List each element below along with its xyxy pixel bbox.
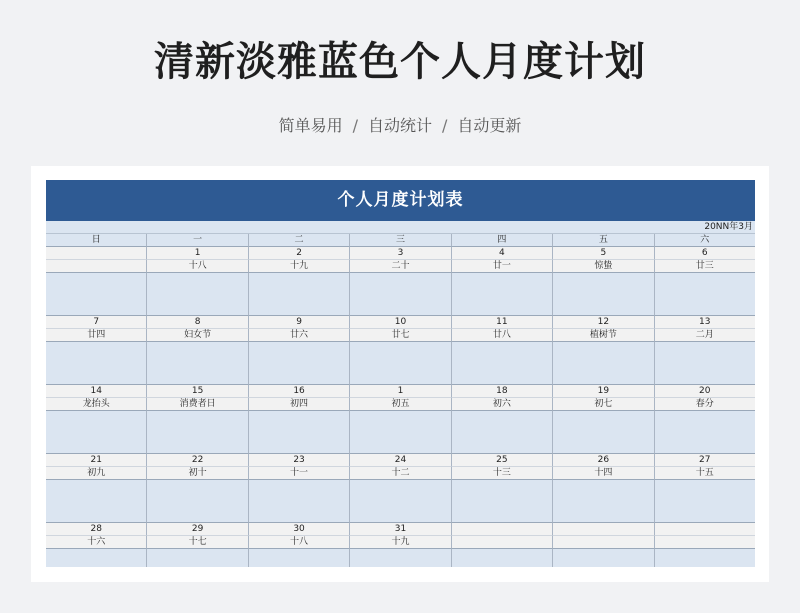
note-cell[interactable]	[46, 273, 147, 316]
note-cell[interactable]	[147, 342, 248, 385]
feature-stats: 自动统计	[367, 116, 432, 135]
lunar-cell[interactable]: 廿一	[452, 260, 553, 273]
note-cell[interactable]	[350, 411, 451, 454]
lunar-cell[interactable]: 初五	[350, 398, 451, 411]
date-cell[interactable]: 20	[655, 385, 755, 398]
feature-update: 自动更新	[457, 116, 522, 135]
date-cell[interactable]: 7	[46, 316, 147, 329]
date-cell[interactable]: 18	[452, 385, 553, 398]
date-cell[interactable]: 16	[249, 385, 350, 398]
lunar-row	[46, 329, 755, 342]
weekday-row	[46, 234, 755, 247]
note-cell[interactable]	[350, 480, 451, 523]
calendar-table	[46, 180, 755, 567]
lunar-row	[46, 536, 755, 549]
feature-easy: 简单易用	[278, 116, 343, 135]
lunar-cell[interactable]: 廿六	[249, 329, 350, 342]
lunar-cell[interactable]	[655, 536, 755, 549]
lunar-cell[interactable]: 十八	[147, 260, 248, 273]
date-cell[interactable]: 13	[655, 316, 755, 329]
subtitle	[0, 113, 800, 136]
note-cell[interactable]	[46, 549, 147, 567]
lunar-cell[interactable]: 十六	[46, 536, 147, 549]
note-row	[46, 480, 755, 523]
lunar-cell[interactable]: 初七	[553, 398, 654, 411]
note-cell[interactable]	[249, 480, 350, 523]
page-title: 清新淡雅蓝色个人月度计划	[154, 39, 646, 85]
note-cell[interactable]	[249, 549, 350, 567]
date-cell[interactable]: 19	[553, 385, 654, 398]
note-cell[interactable]	[350, 273, 451, 316]
lunar-cell[interactable]: 十七	[147, 536, 248, 549]
separator: /	[352, 116, 358, 135]
date-cell[interactable]: 23	[249, 454, 350, 467]
note-cell[interactable]	[147, 549, 248, 567]
note-cell[interactable]	[655, 480, 755, 523]
note-cell[interactable]	[553, 273, 654, 316]
lunar-cell[interactable]	[46, 260, 147, 273]
note-row	[46, 411, 755, 454]
lunar-cell[interactable]: 初十	[147, 467, 248, 480]
note-cell[interactable]	[553, 549, 654, 567]
date-cell[interactable]	[553, 523, 654, 536]
note-cell[interactable]	[350, 549, 451, 567]
lunar-row	[46, 398, 755, 411]
note-cell[interactable]	[147, 273, 248, 316]
lunar-cell[interactable]: 廿三	[655, 260, 755, 273]
lunar-cell[interactable]: 十三	[452, 467, 553, 480]
note-cell[interactable]	[350, 342, 451, 385]
note-cell[interactable]	[655, 411, 755, 454]
lunar-cell[interactable]: 二月	[655, 329, 755, 342]
note-cell[interactable]	[249, 411, 350, 454]
lunar-cell[interactable]: 十五	[655, 467, 755, 480]
lunar-cell[interactable]: 初四	[249, 398, 350, 411]
date-cell[interactable]: 3	[350, 247, 451, 260]
date-cell[interactable]: 6	[655, 247, 755, 260]
lunar-cell[interactable]: 初九	[46, 467, 147, 480]
lunar-cell[interactable]	[553, 536, 654, 549]
date-cell[interactable]: 21	[46, 454, 147, 467]
weekday-cell: 四	[452, 234, 553, 247]
date-cell[interactable]: 29	[147, 523, 248, 536]
lunar-cell[interactable]: 十二	[350, 467, 451, 480]
calendar-header: 个人月度计划表	[46, 180, 755, 221]
date-cell[interactable]: 14	[46, 385, 147, 398]
lunar-row	[46, 467, 755, 480]
date-cell[interactable]: 12	[553, 316, 654, 329]
weekday-cell: 六	[655, 234, 755, 247]
lunar-cell[interactable]: 惊蛰	[553, 260, 654, 273]
date-cell[interactable]: 22	[147, 454, 248, 467]
note-row	[46, 549, 755, 567]
weekday-cell: 日	[46, 234, 147, 247]
lunar-cell[interactable]: 植树节	[553, 329, 654, 342]
date-row	[46, 523, 755, 536]
month-label: 20NN年3月	[46, 221, 755, 234]
note-row	[46, 273, 755, 316]
date-cell[interactable]: 24	[350, 454, 451, 467]
note-cell[interactable]	[452, 411, 553, 454]
note-cell[interactable]	[553, 342, 654, 385]
note-cell[interactable]	[249, 273, 350, 316]
date-cell[interactable]: 1	[350, 385, 451, 398]
date-cell[interactable]: 4	[452, 247, 553, 260]
date-cell[interactable]	[452, 523, 553, 536]
note-row	[46, 342, 755, 385]
date-cell[interactable]: 11	[452, 316, 553, 329]
date-cell[interactable]: 2	[249, 247, 350, 260]
note-cell[interactable]	[46, 342, 147, 385]
note-cell[interactable]	[249, 342, 350, 385]
date-cell[interactable]	[655, 523, 755, 536]
date-cell[interactable]: 30	[249, 523, 350, 536]
date-row	[46, 316, 755, 329]
lunar-cell[interactable]: 十九	[249, 260, 350, 273]
weekday-cell: 三	[350, 234, 451, 247]
note-cell[interactable]	[46, 411, 147, 454]
date-row	[46, 454, 755, 467]
lunar-cell[interactable]: 初六	[452, 398, 553, 411]
note-cell[interactable]	[553, 411, 654, 454]
note-cell[interactable]	[452, 273, 553, 316]
date-cell[interactable]: 8	[147, 316, 248, 329]
note-cell[interactable]	[452, 549, 553, 567]
date-row	[46, 247, 755, 260]
date-row	[46, 385, 755, 398]
lunar-cell[interactable]: 十八	[249, 536, 350, 549]
date-cell[interactable]: 15	[147, 385, 248, 398]
spreadsheet-preview	[31, 166, 769, 582]
note-cell[interactable]	[553, 480, 654, 523]
lunar-cell[interactable]: 春分	[655, 398, 755, 411]
note-cell[interactable]	[452, 342, 553, 385]
date-cell[interactable]: 28	[46, 523, 147, 536]
lunar-cell[interactable]: 消费者日	[147, 398, 248, 411]
date-cell[interactable]: 9	[249, 316, 350, 329]
lunar-cell[interactable]: 廿四	[46, 329, 147, 342]
note-cell[interactable]	[147, 480, 248, 523]
date-cell[interactable]: 1	[147, 247, 248, 260]
date-cell[interactable]: 25	[452, 454, 553, 467]
note-cell[interactable]	[452, 480, 553, 523]
lunar-cell[interactable]: 廿七	[350, 329, 451, 342]
lunar-cell[interactable]	[452, 536, 553, 549]
lunar-cell[interactable]: 龙抬头	[46, 398, 147, 411]
note-cell[interactable]	[655, 273, 755, 316]
weekday-cell: 一	[147, 234, 248, 247]
lunar-cell[interactable]: 十四	[553, 467, 654, 480]
lunar-cell[interactable]: 廿八	[452, 329, 553, 342]
separator: /	[442, 116, 448, 135]
note-cell[interactable]	[655, 549, 755, 567]
date-cell[interactable]: 26	[553, 454, 654, 467]
note-cell[interactable]	[147, 411, 248, 454]
lunar-cell[interactable]: 十九	[350, 536, 451, 549]
lunar-row	[46, 260, 755, 273]
date-cell[interactable]: 5	[553, 247, 654, 260]
weekday-cell: 五	[553, 234, 654, 247]
date-cell[interactable]: 27	[655, 454, 755, 467]
weekday-cell: 二	[249, 234, 350, 247]
note-cell[interactable]	[46, 480, 147, 523]
date-cell[interactable]	[46, 247, 147, 260]
lunar-cell[interactable]: 十一	[249, 467, 350, 480]
date-cell[interactable]: 31	[350, 523, 451, 536]
lunar-cell[interactable]: 二十	[350, 260, 451, 273]
note-cell[interactable]	[655, 342, 755, 385]
lunar-cell[interactable]: 妇女节	[147, 329, 248, 342]
date-cell[interactable]: 10	[350, 316, 451, 329]
